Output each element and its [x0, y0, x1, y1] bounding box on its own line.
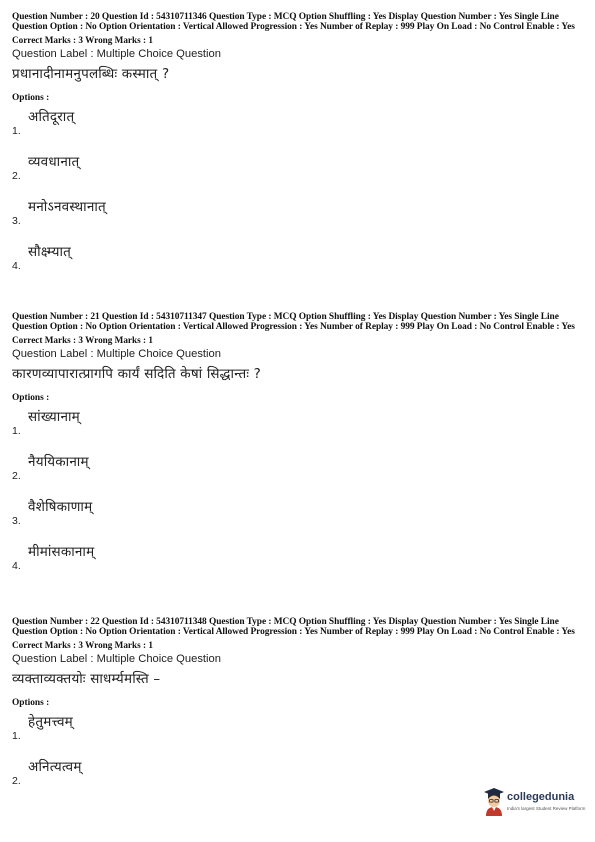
option-number: 1. — [12, 125, 21, 137]
question-text: प्रधानादीनामनुपलब्धिः कस्मात् ? — [12, 66, 170, 82]
options-list — [12, 406, 583, 572]
question-label: Question Label : Multiple Choice Question — [12, 348, 221, 360]
option-item[interactable] — [12, 406, 583, 437]
option-text: मनोऽनवस्थानात् — [28, 199, 106, 215]
exam-page — [12, 12, 583, 787]
question-label: Question Label : Multiple Choice Question — [12, 653, 221, 665]
option-number: 3. — [12, 215, 21, 227]
option-item[interactable] — [12, 711, 583, 742]
options-list — [12, 711, 583, 787]
question-meta: Question Number : 21 Question Id : 54310711347 Question Type : MCQ Option Shuffling : Yes Display Question Number : Yes Single Line Question Option : No Option Orientation : Vertical Allowed Progression : Yes Number of Replay : 999 Play On Load : No Control Enable : Yes — [12, 312, 575, 332]
collegedunia-logo[interactable] — [483, 786, 586, 818]
option-item[interactable] — [12, 451, 583, 482]
option-text: वैशेषिकाणाम् — [28, 499, 93, 515]
option-number: 2. — [12, 775, 21, 787]
option-text: अनित्यत्वम् — [28, 759, 82, 775]
option-number: 4. — [12, 560, 21, 572]
options-list — [12, 106, 583, 272]
option-item[interactable] — [12, 106, 583, 137]
option-number: 4. — [12, 260, 21, 272]
options-heading: Options : — [12, 393, 50, 403]
question-text: कारणव्यापारात्प्रागपि कार्यं सदिति केषां सिद्धान्तः ? — [12, 366, 261, 382]
option-text: नैययिकानाम् — [28, 454, 89, 470]
logo-tagline: India's largest Student Review Platform — [507, 806, 586, 811]
question-meta: Question Number : 22 Question Id : 54310711348 Question Type : MCQ Option Shuffling : Yes Display Question Number : Yes Single Line Question Option : No Option Orientation : Vertical Allowed Progression : Yes Number of Replay : 999 Play On Load : No Control Enable : Yes — [12, 617, 575, 637]
question-meta: Question Number : 20 Question Id : 54310711346 Question Type : MCQ Option Shuffling : Yes Display Question Number : Yes Single Line Question Option : No Option Orientation : Vertical Allowed Progression : Yes Number of Replay : 999 Play On Load : No Control Enable : Yes — [12, 12, 575, 32]
option-item[interactable] — [12, 196, 583, 227]
options-heading: Options : — [12, 93, 50, 103]
option-text: हेतुमत्त्वम् — [28, 714, 73, 730]
question-label: Question Label : Multiple Choice Question — [12, 48, 221, 60]
option-text: सांख्यानाम् — [28, 409, 80, 425]
option-number: 2. — [12, 170, 21, 182]
option-text: सौक्ष्म्यात् — [28, 244, 72, 260]
question-marks: Correct Marks : 3 Wrong Marks : 1 — [12, 35, 153, 45]
option-number: 1. — [12, 425, 21, 437]
option-text: अतिदूरात् — [28, 109, 75, 125]
options-heading: Options : — [12, 698, 50, 708]
question-text: व्यक्ताव्यक्तयोः साधर्म्यमस्ति – — [12, 671, 161, 687]
question-block — [12, 312, 583, 617]
question-marks: Correct Marks : 3 Wrong Marks : 1 — [12, 335, 153, 345]
option-number: 3. — [12, 515, 21, 527]
option-item[interactable] — [12, 756, 583, 787]
question-marks: Correct Marks : 3 Wrong Marks : 1 — [12, 640, 153, 650]
option-item[interactable] — [12, 241, 583, 272]
option-text: व्यवधानात् — [28, 154, 80, 170]
option-number: 2. — [12, 470, 21, 482]
option-item[interactable] — [12, 151, 583, 182]
logo-wordmark: collegedunia — [507, 791, 575, 803]
question-block — [12, 617, 583, 787]
option-item[interactable] — [12, 496, 583, 527]
question-block — [12, 12, 583, 312]
graduate-mascot-icon — [483, 786, 505, 816]
option-text: मीमांसकानाम् — [28, 544, 95, 560]
option-item[interactable] — [12, 541, 583, 572]
option-number: 1. — [12, 730, 21, 742]
